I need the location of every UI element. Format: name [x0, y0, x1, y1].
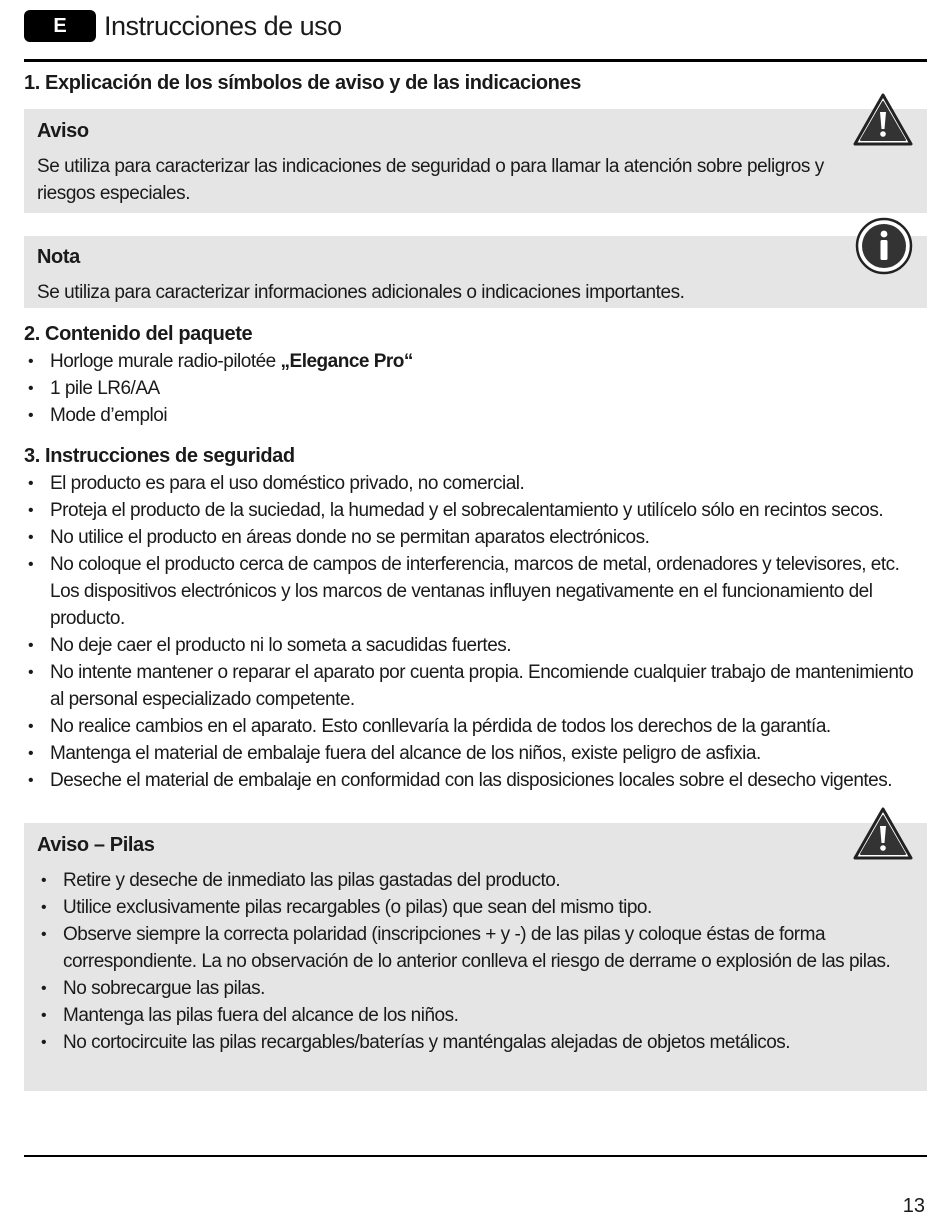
- section-1-title: 1. Explicación de los símbolos de aviso y de las indicaciones: [24, 72, 581, 94]
- list-item: • 1 pile LR6/AA: [24, 375, 924, 402]
- pilas-list: [37, 867, 907, 1056]
- list-item: • No realice cambios en el aparato. Esto conllevaría la pérdida de todos los derechos de la garantía.: [24, 713, 927, 740]
- list-item: • Observe siempre la correcta polaridad (inscripciones + y -) de las pilas y coloque éstas de forma correspondiente. La no observación de lo anterior conlleva el riesgo de derrame o explosión de las pilas.: [37, 921, 907, 975]
- list-item: • No sobrecargue las pilas.: [37, 975, 907, 1002]
- language-badge: E: [24, 10, 96, 42]
- section-2-title: 2. Contenido del paquete: [24, 323, 253, 345]
- header-divider: [24, 59, 927, 62]
- nota-text: Se utiliza para caracterizar informaciones adicionales o indicaciones importantes.: [37, 282, 685, 303]
- footer-divider: [24, 1155, 927, 1157]
- list-item: • Mantenga las pilas fuera del alcance de los niños.: [37, 1002, 907, 1029]
- page-title: Instrucciones de uso: [104, 11, 342, 41]
- section-3-title: 3. Instrucciones de seguridad: [24, 445, 295, 467]
- page-number: 13: [902, 1195, 925, 1217]
- list-item: • Retire y deseche de inmediato las pilas gastadas del producto.: [37, 867, 907, 894]
- list-item: • Mode d’emploi: [24, 402, 924, 429]
- page-header: [24, 8, 927, 58]
- list-item: • No coloque el producto cerca de campos de interferencia, marcos de metal, ordenadores y televisores, etc. Los dispositivos electrónicos y los marcos de ventanas influyen negativamente en el funcionamiento del producto.: [24, 551, 927, 632]
- list-item: • Proteja el producto de la suciedad, la humedad y el sobrecalentamiento y utilícelo sólo en recintos secos.: [24, 497, 927, 524]
- list-item: • Utilice exclusivamente pilas recargables (o pilas) que sean del mismo tipo.: [37, 894, 907, 921]
- list-item: • Deseche el material de embalaje en conformidad con las disposiciones locales sobre el desecho vigentes.: [24, 767, 927, 794]
- list-item: • No utilice el producto en áreas donde no se permitan aparatos electrónicos.: [24, 524, 927, 551]
- info-circle-icon: [855, 217, 913, 275]
- warning-triangle-icon: [852, 806, 914, 862]
- list-item: • El producto es para el uso doméstico privado, no comercial.: [24, 470, 927, 497]
- aviso-box: [24, 109, 927, 213]
- warning-triangle-icon: [852, 92, 914, 148]
- product-name: „Elegance Pro“: [280, 351, 413, 372]
- safety-instructions-list: [24, 470, 927, 794]
- list-item: [24, 348, 924, 375]
- list-item: • No cortocircuite las pilas recargables/baterías y manténgalas alejadas de objetos metálicos.: [37, 1029, 907, 1056]
- list-item: • No deje caer el producto ni lo someta a sacudidas fuertes.: [24, 632, 927, 659]
- pilas-warning-box: [24, 823, 927, 1091]
- nota-title: Nota: [37, 246, 80, 268]
- package-contents-list: [24, 348, 924, 429]
- list-item: • Mantenga el material de embalaje fuera del alcance de los niños, existe peligro de asfixia.: [24, 740, 927, 767]
- list-item: • No intente mantener o reparar el aparato por cuenta propia. Encomiende cualquier trabajo de mantenimiento al personal especializado competente.: [24, 659, 927, 713]
- aviso-text: Se utiliza para caracterizar las indicaciones de seguridad o para llamar la atención sobre peligros y riesgos especiales.: [37, 156, 824, 204]
- package-item-text: Horloge murale radio-pilotée: [50, 351, 281, 372]
- pilas-title: Aviso – Pilas: [37, 834, 155, 856]
- nota-box: [24, 236, 927, 308]
- aviso-title: Aviso: [37, 120, 89, 142]
